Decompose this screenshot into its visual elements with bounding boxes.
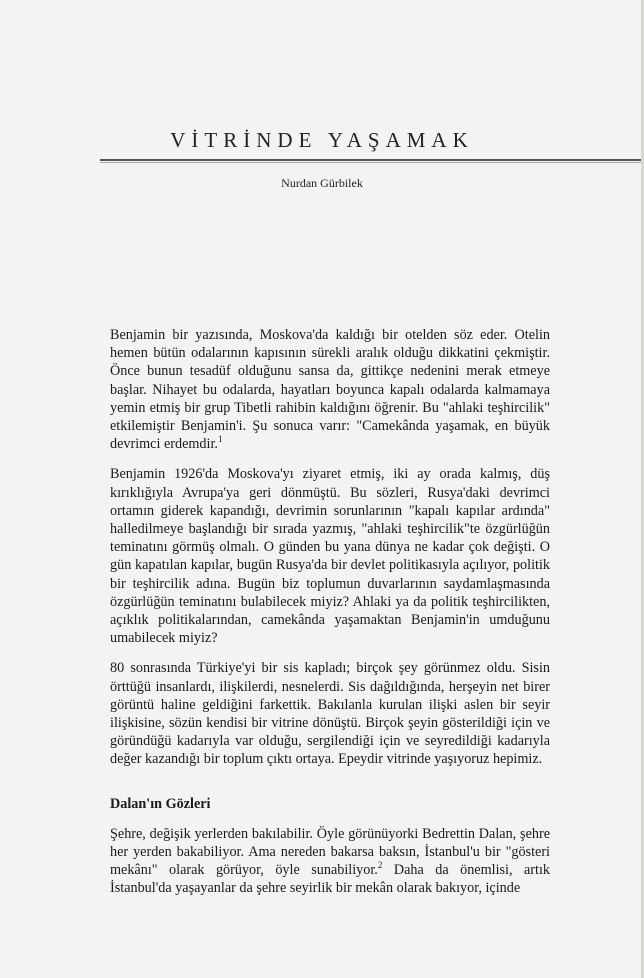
paragraph-3: 80 sonrasında Türkiye'yi bir sis kapladı; birçok şey görünmez oldu. Sisin örttüğü insanlardı, ilişkilerdi, nesnelerdi. Sis dağıldığında, herşeyin net birer görüntü haline geldiğini farkettik. Bakılanla kurulan ilişki aslen bir seyir ilişkisine, sözün kendisi bir vitrine dönüştü. Birçok şeyin gösterildiği için ve göründüğü kadarıyla var olduğu, sergilendiği için ve seyredildiği kadarıyla değer kazandığı bir toplum çıktı ortaya. Epeydir vitrinde yaşıyoruz hepimiz. xyxy=(110,660,550,768)
section-heading: Dalan'ın Gözleri xyxy=(110,795,211,812)
author-name: Nurdan Gürbilek xyxy=(281,176,363,190)
paragraph-4 xyxy=(110,825,550,898)
article-body xyxy=(110,326,550,910)
footnote-ref-1[interactable]: 1 xyxy=(217,434,223,445)
paragraph-4-text-a: Şehre, değişik yerlerden bakılabilir. Öyle görünüyorki Bedrettin Dalan, şehre her yerden bakabiliyor. Ama nereden bakarsa baksın, İstanbul'u bir "gösteri mekânı" olarak görüyor, öyle sunabiliyor. xyxy=(110,825,550,879)
paragraph-2: Benjamin 1926'da Moskova'yı ziyaret etmiş, iki ay orada kalmış, düş kırıklığıyla Avrupa'ya geri dönmüştü. Bu sözleri, Rusya'daki devrimci ortamın giderek kapandığı, devrimin sorunlarının "kapalı kapılar ardında" halledilmeye başlandığı bir sırada yazmış, "ahlaki teşhircilik"te özgürlüğün teminatını görmüş olmalı. O günden bu yana dünya ne kadar çok değişti. O gün kapatılan kapılar, bugün Rusya'da bir devlet politikasıyla açılıyor, politik bir teşhircilik adına. Bugün biz toplumun duvarlarının saydamlaşmasında özgürlüğün teminatını bulabilecek miyiz? Ahlaki ya da politik teşhircilikten, açıklık politikalarından, camekânda yaşamaktan Benjamin'in umduğunu umabilecek miyiz? xyxy=(110,466,550,647)
paragraph-1-text: Benjamin bir yazısında, Moskova'da kaldığı bir otelden söz eder. Otelin hemen bütün odalarının kapısının sürekli aralık olduğu dikkatini çekmiştir. Önce bunun tesadüf olduğunu sansa da, gittikçe nedenini merak etmeye başlar. Nihayet bu odalarda, hayatları boyunca kapalı odalarda kalmamaya yemin etmiş bir grup Tibetli rahibin kaldığını öğrenir. Bu "ahlaki teşhircilik" etkilemiştir Benjamin'i. Şu sonuca varır: "Camekânda yaşamak, en büyük devrimci erdemdir. xyxy=(110,327,550,453)
article-title: VİTRİNDE YAŞAMAK xyxy=(170,128,474,152)
paragraph-4-text-b: Daha da önemlisi, artık İstanbul'da yaşayanlar da şehre seyirlik bir mekân olarak bakıyor, içinde xyxy=(110,862,550,897)
title-rule xyxy=(100,159,644,161)
footnote-ref-2[interactable]: 2 xyxy=(377,860,383,871)
title-rule-thin xyxy=(100,162,644,163)
paragraph-1 xyxy=(110,326,550,453)
